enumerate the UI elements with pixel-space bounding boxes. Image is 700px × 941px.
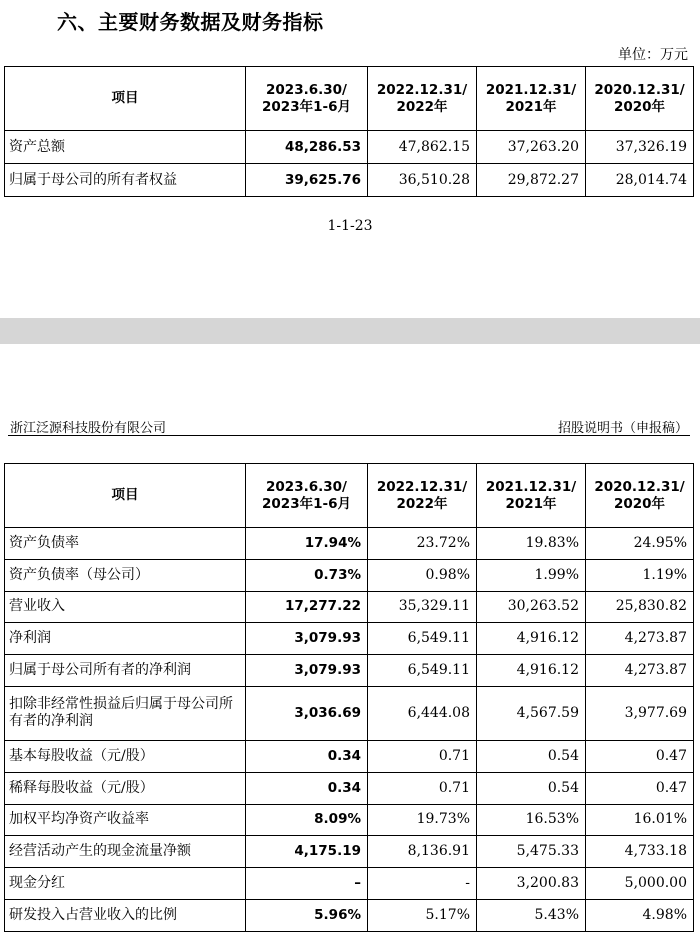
cell-value: 47,862.15 <box>368 131 477 164</box>
cell-value: 0.73% <box>246 559 368 591</box>
cell-value: 35,329.11 <box>368 591 477 623</box>
cell-value: 17.94% <box>246 528 368 560</box>
cell-value: 3,200.83 <box>477 868 586 900</box>
cell-value: 5.17% <box>368 899 477 931</box>
table-row <box>5 772 694 804</box>
table-row <box>5 131 694 164</box>
page-separator <box>0 318 700 344</box>
header-document-name: 招股说明书（申报稿） <box>557 421 688 436</box>
cell-value: 4,567.59 <box>477 686 586 740</box>
table-row <box>5 559 694 591</box>
row-label: 研发投入占营业收入的比例 <box>5 899 246 931</box>
cell-value: 0.54 <box>477 740 586 772</box>
column-header-item: 项目 <box>5 67 246 131</box>
column-header-2021: 2021.12.31/ 2021年 <box>477 464 586 528</box>
cell-value: 0.54 <box>477 772 586 804</box>
cell-value: 1.99% <box>477 559 586 591</box>
table-row <box>5 686 694 740</box>
cell-value: 16.53% <box>477 804 586 836</box>
cell-value: 6,549.11 <box>368 623 477 655</box>
table-row <box>5 655 694 687</box>
cell-value: 5.96% <box>246 899 368 931</box>
financial-indicators-table <box>4 463 694 932</box>
row-label: 营业收入 <box>5 591 246 623</box>
column-header-item: 项目 <box>5 464 246 528</box>
cell-value: 36,510.28 <box>368 164 477 197</box>
row-label: 基本每股收益（元/股） <box>5 740 246 772</box>
column-header-2021: 2021.12.31/ 2021年 <box>477 67 586 131</box>
cell-value: 19.73% <box>368 804 477 836</box>
cell-value: 24.95% <box>586 528 694 560</box>
table-row <box>5 836 694 868</box>
table-row <box>5 899 694 931</box>
table-row <box>5 164 694 197</box>
column-header-2022: 2022.12.31/ 2022年 <box>368 67 477 131</box>
cell-value: 8.09% <box>246 804 368 836</box>
table-row <box>5 868 694 900</box>
cell-value: 4.98% <box>586 899 694 931</box>
row-label: 归属于母公司所有者的净利润 <box>5 655 246 687</box>
cell-value: 3,079.93 <box>246 623 368 655</box>
row-label: 归属于母公司的所有者权益 <box>5 164 246 197</box>
column-header-2022: 2022.12.31/ 2022年 <box>368 464 477 528</box>
row-label: 稀释每股收益（元/股） <box>5 772 246 804</box>
section-title: 六、主要财务数据及财务指标 <box>57 10 324 34</box>
row-label: 经营活动产生的现金流量净额 <box>5 836 246 868</box>
cell-value: 3,977.69 <box>586 686 694 740</box>
column-header-2023h1: 2023.6.30/ 2023年1-6月 <box>246 67 368 131</box>
cell-value: 23.72% <box>368 528 477 560</box>
cell-value: 0.34 <box>246 772 368 804</box>
row-label: 资产总额 <box>5 131 246 164</box>
table-row <box>5 623 694 655</box>
cell-value: 4,175.19 <box>246 836 368 868</box>
cell-value: 0.47 <box>586 740 694 772</box>
cell-value: 28,014.74 <box>586 164 694 197</box>
row-label: 加权平均净资产收益率 <box>5 804 246 836</box>
unit-label: 单位：万元 <box>618 47 688 63</box>
cell-value: 0.98% <box>368 559 477 591</box>
cell-value: 48,286.53 <box>246 131 368 164</box>
cell-value: 4,273.87 <box>586 623 694 655</box>
column-header-2020: 2020.12.31/ 2020年 <box>586 67 694 131</box>
row-label: 现金分红 <box>5 868 246 900</box>
cell-value: 1.19% <box>586 559 694 591</box>
cell-value: 5.43% <box>477 899 586 931</box>
cell-value: 37,263.20 <box>477 131 586 164</box>
cell-value: 4,733.18 <box>586 836 694 868</box>
cell-value: 3,036.69 <box>246 686 368 740</box>
row-label: 资产负债率 <box>5 528 246 560</box>
row-label: 净利润 <box>5 623 246 655</box>
table-row <box>5 740 694 772</box>
cell-value: 37,326.19 <box>586 131 694 164</box>
header-company-name: 浙江泛源科技股份有限公司 <box>10 421 167 436</box>
cell-value: 0.47 <box>586 772 694 804</box>
cell-value: 6,549.11 <box>368 655 477 687</box>
cell-value: 16.01% <box>586 804 694 836</box>
cell-value: 8,136.91 <box>368 836 477 868</box>
column-header-2020: 2020.12.31/ 2020年 <box>586 464 694 528</box>
table-header-row <box>5 67 694 131</box>
header-rule <box>8 435 690 436</box>
cell-value: 0.71 <box>368 740 477 772</box>
cell-value: 39,625.76 <box>246 164 368 197</box>
table-row <box>5 528 694 560</box>
row-label: 资产负债率（母公司） <box>5 559 246 591</box>
cell-value: 3,079.93 <box>246 655 368 687</box>
cell-value: 29,872.27 <box>477 164 586 197</box>
cell-value: 6,444.08 <box>368 686 477 740</box>
cell-value: 30,263.52 <box>477 591 586 623</box>
cell-value: - <box>368 868 477 900</box>
cell-value: 5,475.33 <box>477 836 586 868</box>
column-header-2023h1: 2023.6.30/ 2023年1-6月 <box>246 464 368 528</box>
cell-value: 19.83% <box>477 528 586 560</box>
table-header-row <box>5 464 694 528</box>
page-number: 1-1-23 <box>327 218 373 234</box>
financial-data-table <box>4 66 694 197</box>
table-row <box>5 804 694 836</box>
cell-value: 0.34 <box>246 740 368 772</box>
cell-value: 0.71 <box>368 772 477 804</box>
table-row <box>5 591 694 623</box>
row-label: 扣除非经常性损益后归属于母公司所有者的净利润 <box>5 686 246 740</box>
cell-value: 4,916.12 <box>477 623 586 655</box>
cell-value: 4,273.87 <box>586 655 694 687</box>
cell-value: 25,830.82 <box>586 591 694 623</box>
cell-value: 17,277.22 <box>246 591 368 623</box>
cell-value: 5,000.00 <box>586 868 694 900</box>
cell-value: – <box>246 868 368 900</box>
cell-value: 4,916.12 <box>477 655 586 687</box>
